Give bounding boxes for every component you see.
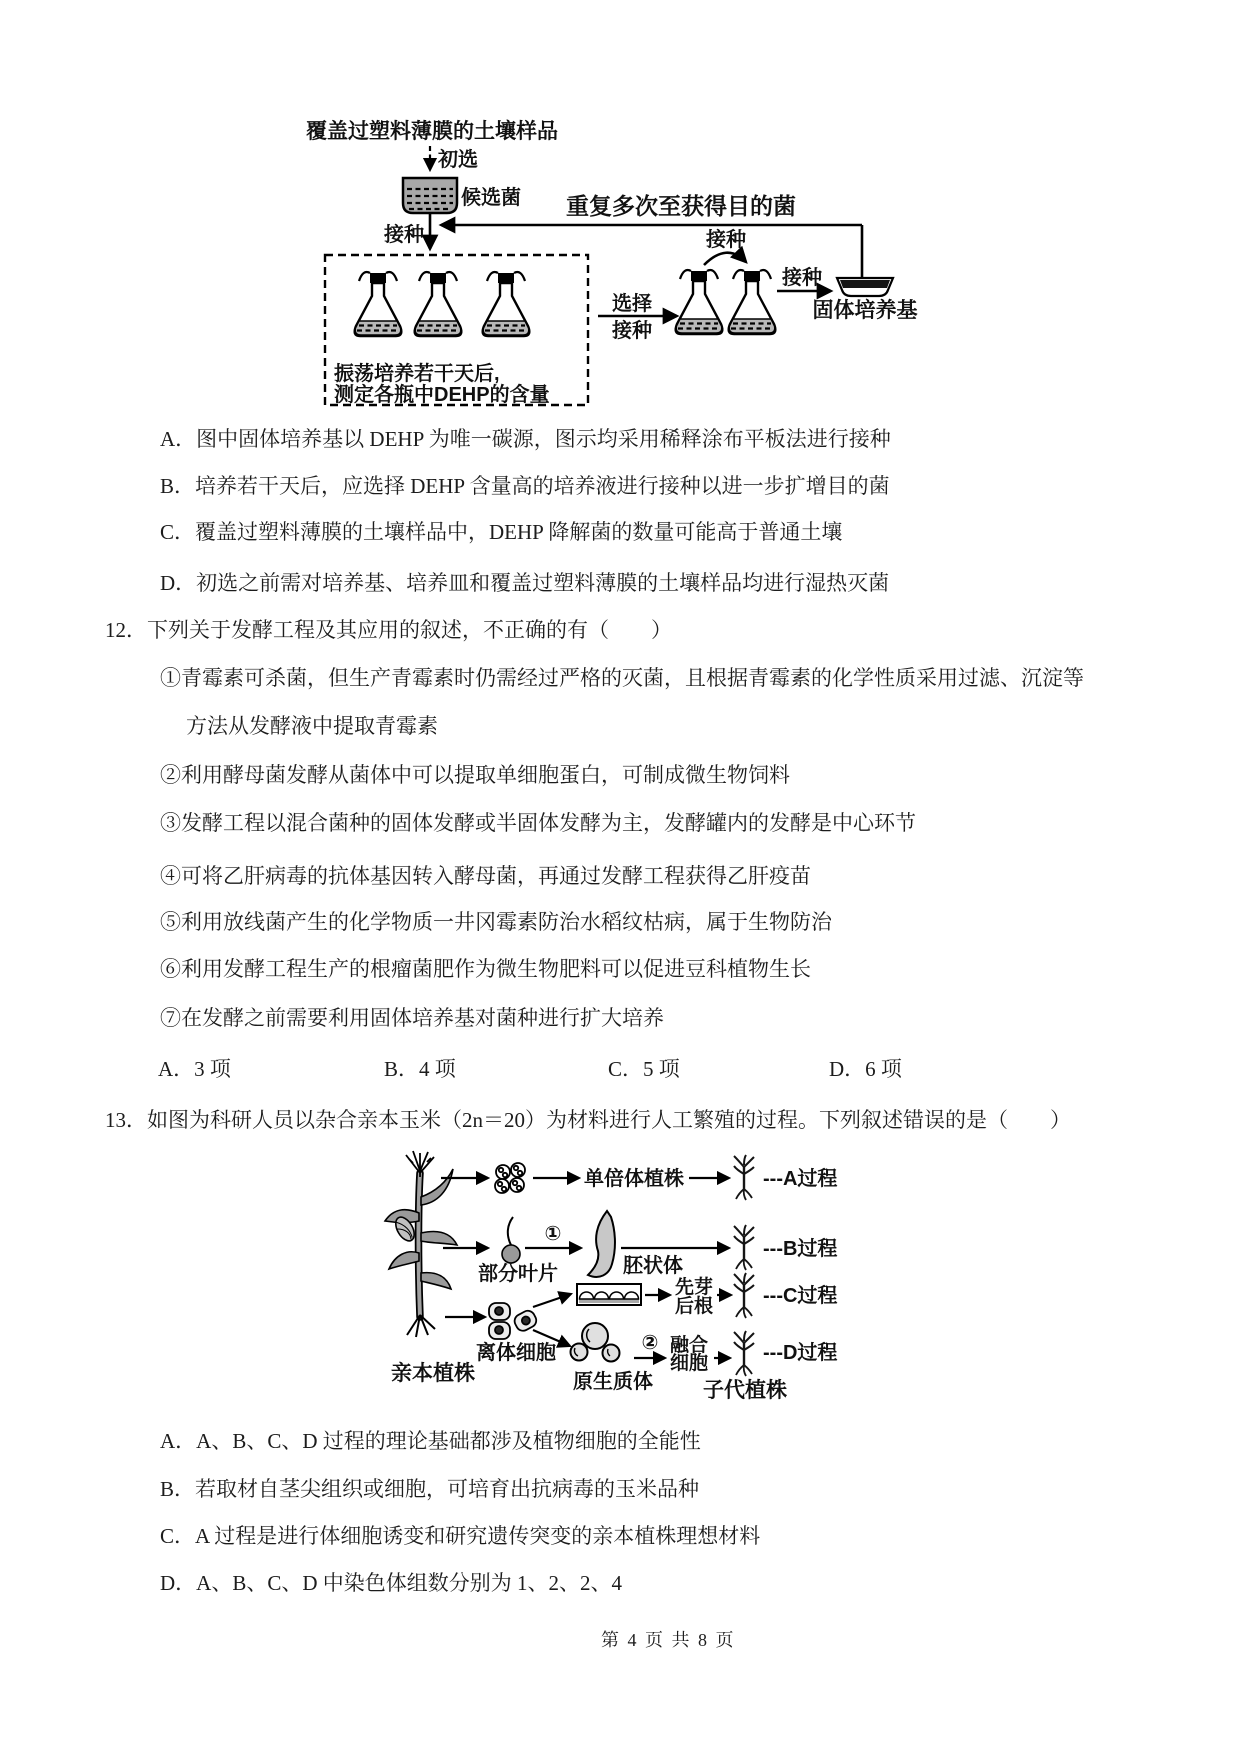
q12-item-2: ②利用酵母菌发酵从菌体中可以提取单细胞蛋白，可制成微生物饲料 (160, 763, 790, 787)
process-c-label: ---C过程 (763, 1285, 838, 1307)
q12-option-b: B．4 项 (384, 1057, 456, 1081)
solid-medium-dish-icon (837, 278, 893, 296)
fused-cell-label-line1: 融合 (670, 1335, 709, 1356)
fused-cell-label-line2: 细胞 (670, 1353, 709, 1374)
q12-stem: 12．下列关于发酵工程及其应用的叙述，不正确的有（ ） (105, 618, 672, 642)
step-1-label: ① (544, 1223, 562, 1245)
q12-item-1: ①青霉素可杀菌，但生产青霉素时仍需经过严格的灭菌，且根据青霉素的化学性质采用过滤、沉淀等 (160, 666, 1084, 690)
page-footer: 第 4 页 共 8 页 (601, 1630, 736, 1650)
flask-icon (483, 272, 530, 336)
inoculate-label-top: 接种 (706, 229, 746, 251)
candidate-bacteria-label: 候选菌 (461, 187, 521, 209)
step-2-label: ② (641, 1332, 659, 1354)
box-note-line2: 测定各瓶中DEHP的含量 (334, 384, 550, 406)
root-later-label: 后根 (675, 1296, 714, 1317)
repeat-note-label: 重复多次至获得目的菌 (566, 193, 796, 219)
candidate-beaker-icon (403, 178, 457, 213)
q12-item-3: ③发酵工程以混合菌种的固体发酵或半固体发酵为主，发酵罐内的发酵是中心环节 (160, 811, 916, 835)
q11-option-c: C．覆盖过塑料薄膜的土壤样品中，DEHP 降解菌的数量可能高于普通土壤 (160, 520, 843, 544)
embryoid-icon (588, 1211, 615, 1277)
q13-stem: 13．如图为科研人员以杂合亲本玉米（2n＝20）为材料进行人工繁殖的过程。下列叙述错误的是（ ） (105, 1108, 1071, 1132)
isolated-cells-icon (489, 1303, 539, 1339)
q12-item-6: ⑥利用发酵工程生产的根瘤菌肥作为微生物肥料可以促进豆科植物生长 (160, 957, 811, 981)
culture-tray-icon (577, 1284, 641, 1305)
flask-icon (415, 272, 462, 336)
flask-icon (355, 272, 402, 336)
q13-option-a: A．A、B、C、D 过程的理论基础都涉及植物细胞的全能性 (160, 1429, 701, 1453)
process-b-label: ---B过程 (763, 1238, 838, 1260)
solid-medium-label: 固体培养基 (812, 299, 918, 322)
inoculate-label-left: 接种 (384, 224, 424, 246)
protoplast-icon (571, 1323, 620, 1362)
box-note-line1: 振荡培养若干天后, (334, 363, 500, 385)
offspring-plant-label: 子代植株 (703, 1379, 787, 1402)
corn-tassel (406, 1151, 434, 1177)
select-label-line2: 接种 (612, 320, 652, 342)
arrow-cells-to-tray (533, 1294, 571, 1307)
q12-item-5: ⑤利用放线菌产生的化学物质一井冈霉素防治水稻纹枯病，属于生物防治 (160, 910, 832, 934)
seedling-icon (734, 1331, 754, 1376)
seedling-icon (734, 1225, 754, 1270)
diagram-corn-propagation (383, 1147, 863, 1409)
corn-roots (407, 1315, 435, 1337)
q11-option-d: D．初选之前需对培养基、培养皿和覆盖过塑料薄膜的土壤样品均进行湿热灭菌 (160, 571, 890, 595)
isolated-cells-label: 离体细胞 (476, 1342, 556, 1364)
seedling-icon (734, 1155, 754, 1200)
q12-item-4: ④可将乙肝病毒的抗体基因转入酵母菌，再通过发酵工程获得乙肝疫苗 (160, 864, 811, 888)
q12-option-d: D．6 项 (829, 1057, 902, 1081)
flask-icon (729, 270, 776, 334)
q13-option-d: D．A、B、C、D 中染色体组数分别为 1、2、2、4 (160, 1571, 623, 1595)
parent-plant-label: 亲本植株 (391, 1362, 475, 1385)
pollen-grains-icon (495, 1163, 525, 1193)
flask-icon (676, 270, 723, 334)
q11-option-b: B．培养若干天后，应选择 DEHP 含量高的培养液进行接种以进一步扩增目的菌 (160, 474, 890, 498)
partial-leaf-icon (502, 1217, 520, 1263)
shoot-first-label: 先芽 (675, 1277, 714, 1298)
q11-option-a: A．图中固体培养基以 DEHP 为唯一碳源，图示均采用稀释涂布平板法进行接种 (160, 427, 891, 451)
inoculate-label-right: 接种 (782, 267, 822, 289)
diagram-bacteria-screening (278, 100, 938, 412)
q13-option-b: B．若取材自茎尖组织或细胞，可培育出抗病毒的玉米品种 (160, 1477, 700, 1501)
soil-sample-label: 覆盖过塑料薄膜的土壤样品 (306, 120, 558, 143)
seedling-icon (734, 1273, 754, 1318)
initial-selection-label: 初选 (438, 149, 478, 171)
q12-item-7: ⑦在发酵之前需要利用固体培养基对菌种进行扩大培养 (160, 1006, 664, 1030)
process-d-label: ---D过程 (763, 1342, 838, 1364)
select-label-line1: 选择 (612, 293, 652, 315)
q12-option-a: A．3 项 (158, 1057, 231, 1081)
protoplast-label: 原生质体 (573, 1371, 653, 1393)
q13-option-c: C．A 过程是进行体细胞诱变和研究遗传突变的亲本植株理想材料 (160, 1524, 761, 1548)
q12-option-c: C．5 项 (608, 1057, 680, 1081)
q12-item-1-cont: 方法从发酵液中提取青霉素 (186, 714, 438, 738)
haploid-plant-label: 单倍体植株 (584, 1168, 684, 1190)
partial-leaf-label: 部分叶片 (478, 1263, 558, 1285)
process-a-label: ---A过程 (763, 1168, 838, 1190)
embryoid-label: 胚状体 (623, 1255, 683, 1277)
transfer-curved-arrow (704, 253, 746, 265)
